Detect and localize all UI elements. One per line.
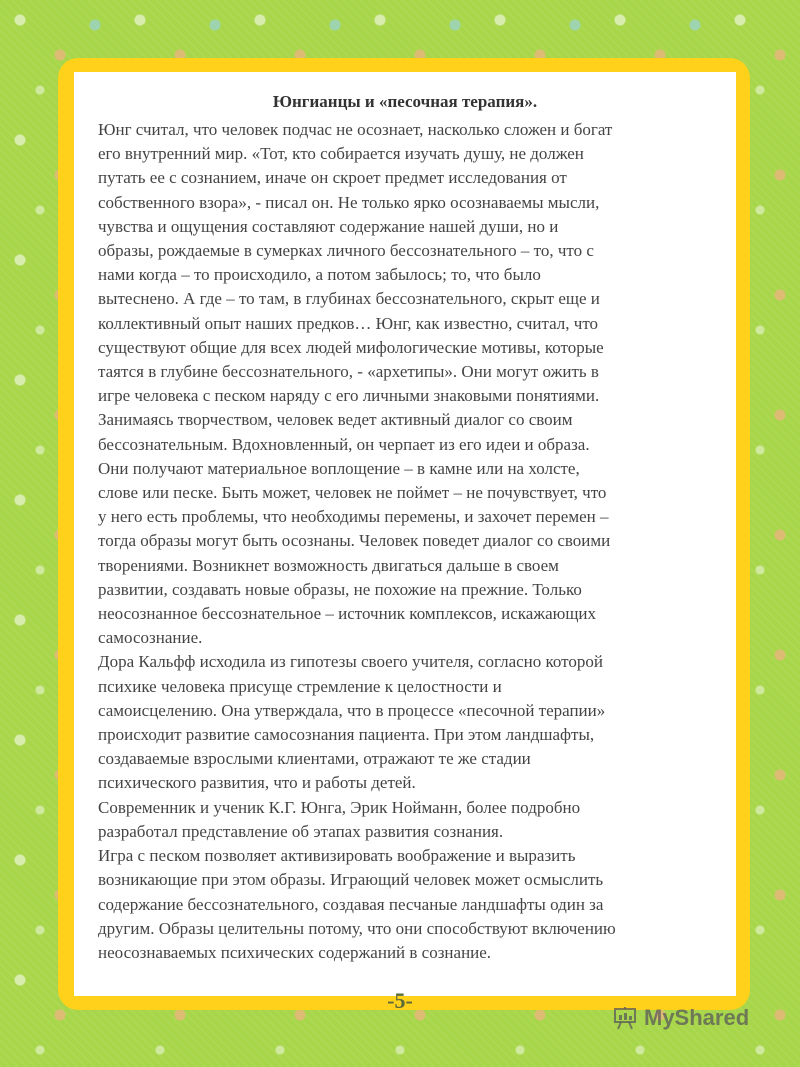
text-line: вытеснено. А где – то там, в глубинах бессознательного, скрыт еще и bbox=[98, 289, 600, 309]
text-line: самоисцелению. Она утверждала, что в процессе «песочной терапии» bbox=[98, 700, 606, 720]
text-line: у него есть проблемы, что необходимы перемены, и захочет перемен – bbox=[98, 507, 609, 527]
text-line: собственного взора», - писал он. Не только ярко осознаваемы мысли, bbox=[98, 192, 600, 212]
watermark bbox=[612, 1005, 749, 1031]
text-line: Они получают материальное воплощение – в камне или на холсте, bbox=[98, 458, 580, 478]
text-line: творениями. Возникнет возможность двигаться дальше в своем bbox=[98, 555, 559, 575]
text-line: возникающие при этом образы. Играющий человек может осмыслить bbox=[98, 870, 604, 890]
text-line: образы, рождаемые в сумерках личного бессознательного – то, что с bbox=[98, 241, 594, 261]
text-line: игре человека с песком наряду с его личными знаковыми понятиями. bbox=[98, 386, 600, 406]
text-line: Юнг считал, что человек подчас не осознает, насколько сложен и богат bbox=[98, 120, 613, 139]
text-line: коллективный опыт наших предков… Юнг, как известно, считал, что bbox=[98, 313, 599, 333]
text-line: существуют общие для всех людей мифологические мотивы, которые bbox=[98, 337, 604, 357]
text-line: Дора Кальфф исходила из гипотезы своего учителя, согласно которой bbox=[98, 652, 603, 672]
text-line: таятся в глубине бессознательного, - «архетипы». Они могут ожить в bbox=[98, 362, 599, 382]
text-line: самосознание. bbox=[98, 628, 203, 648]
text-line: тогда образы могут быть осознаны. Человек поведет диалог со своими bbox=[98, 531, 611, 551]
text-line: чувства и ощущения составляют содержание нашей души, но и bbox=[98, 216, 559, 236]
text-line: неосознанное бессознательное – источник комплексов, искажающих bbox=[98, 604, 597, 624]
presentation-board-icon bbox=[612, 1005, 638, 1031]
body-text bbox=[98, 118, 738, 965]
text-line: слове или песке. Быть может, человек не поймет – не почувствует, что bbox=[98, 483, 607, 503]
text-line: неосознаваемых психических содержаний в сознание. bbox=[98, 942, 492, 962]
text-line: бессознательным. Вдохновленный, он черпает из его идеи и образа. bbox=[98, 434, 590, 454]
page-title: Юнгианцы и «песочная терапия». bbox=[272, 92, 538, 111]
text-line: его внутренний мир. «Тот, кто собирается изучать душу, не должен bbox=[98, 144, 584, 164]
text-line: Игра с песком позволяет активизировать воображение и выразить bbox=[98, 846, 576, 866]
text-line: развитии, создавать новые образы, не похожие на прежние. Только bbox=[98, 579, 582, 599]
watermark-text: MyShared bbox=[644, 1005, 750, 1030]
text-line: создаваемые взрослыми клиентами, отражают те же стадии bbox=[98, 749, 531, 769]
text-line: психического развития, что и работы детей. bbox=[98, 773, 416, 793]
text-line: содержание бессознательного, создавая песчаные ландшафты один за bbox=[98, 894, 604, 914]
text-line: путать ее с сознанием, иначе он скроет предмет исследования от bbox=[98, 168, 567, 188]
text-line: психике человека присуще стремление к целостности и bbox=[98, 676, 502, 696]
text-line: Современник и ученик К.Г. Юнга, Эрик Нойманн, более подробно bbox=[98, 797, 581, 817]
page-number: -5- bbox=[387, 988, 413, 1013]
text-line: другим. Образы целительны потому, что они способствуют включению bbox=[98, 918, 616, 938]
text-line: разработал представление об этапах развития сознания. bbox=[98, 821, 504, 841]
text-line: нами когда – то происходило, а потом забылось; то, что было bbox=[98, 265, 541, 285]
text-panel bbox=[74, 72, 736, 996]
text-line: Занимаясь творчеством, человек ведет активный диалог со своим bbox=[98, 410, 573, 430]
text-line: происходит развитие самосознания пациента. При этом ландшафты, bbox=[98, 725, 595, 745]
